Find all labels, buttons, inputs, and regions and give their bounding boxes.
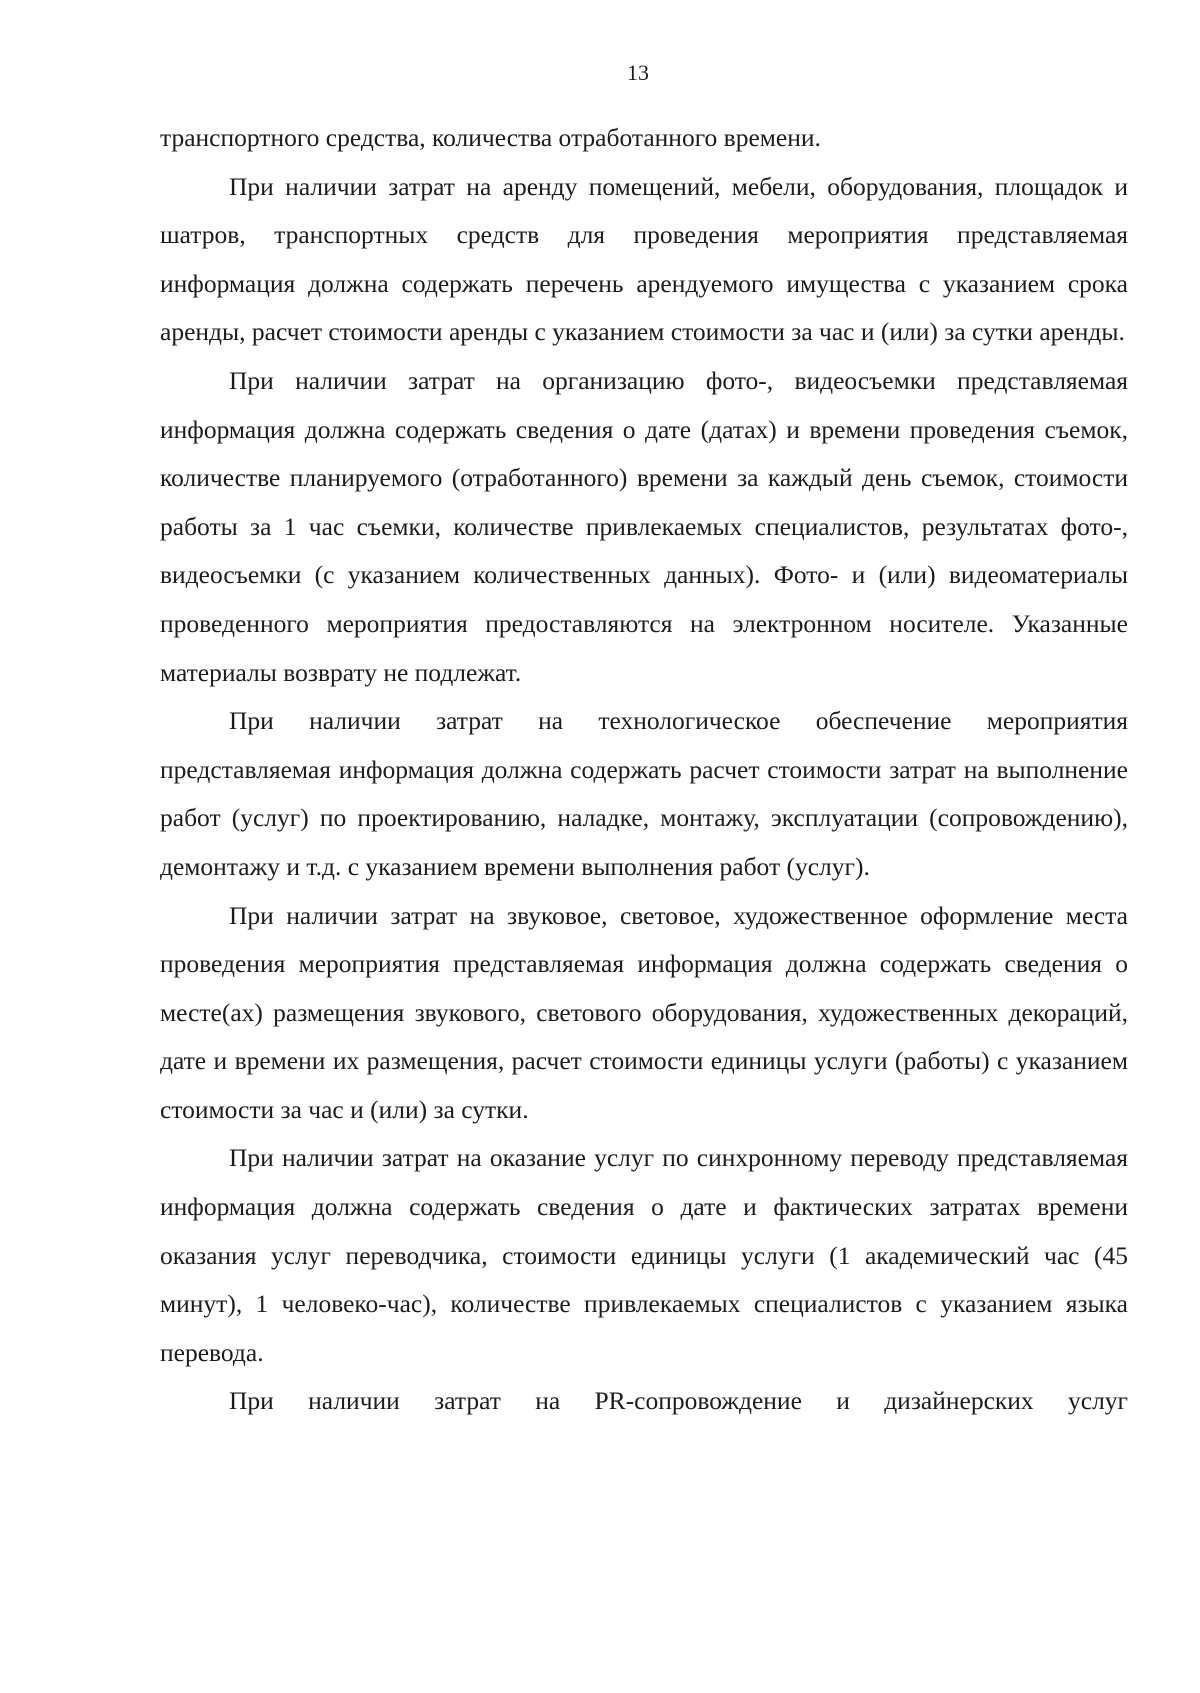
paragraph-photo-video-costs: При наличии затрат на организацию фото-, видеосъемки представляемая информация должна содержать сведения о дате (датах) и времени проведения съемок, количестве планируемого (отработанного) времени за каждый день съемок, стоимости работы за 1 час съемки, количестве привлекаемых специалистов, результатах фото-, видеосъемки (с указанием количественных данных). Фото- и (или) видеоматериалы проведенного мероприятия предоставляются на электронном носителе. Указанные материалы возврату не подлежат. — [160, 365, 1128, 687]
paragraph-decoration-costs: При наличии затрат на звуковое, световое, художественное оформление места проведения мероприятия представляемая информация должна содержать сведения о месте(ах) размещения звукового, светового оборудования, художественных декораций, дате и времени их размещения, расчет стоимости единицы услуги (работы) с указанием стоимости за час и (или) за сутки. — [160, 900, 1128, 1124]
paragraph-pr-design-costs: При наличии затрат на PR-сопровождение и дизайнерских услуг — [229, 1386, 1128, 1416]
paragraph-translation-costs: При наличии затрат на оказание услуг по синхронному переводу представляемая информация должна содержать сведения о дате и фактических затратах времени оказания услуг переводчика, стоимости единицы услуги (1 академический час (45 минут), 1 человеко-час), количестве привлекаемых специалистов с указанием языка перевода. — [160, 1143, 1128, 1367]
paragraph-technical-support-costs: При наличии затрат на технологическое обеспечение мероприятия представляемая информация должна содержать расчет стоимости затрат на выполнение работ (услуг) по проектированию, наладке, монтажу, эксплуатации (сопровождению), демонтажу и т.д. с указанием времени выполнения работ (услуг). — [160, 706, 1128, 881]
document-body — [160, 114, 1128, 1426]
paragraph-rent-costs: При наличии затрат на аренду помещений, мебели, оборудования, площадок и шатров, транспортных средств для проведения мероприятия представляемая информация должна содержать перечень арендуемого имущества с указанием срока аренды, расчет стоимости аренды с указанием стоимости за час и (или) за сутки аренды. — [160, 171, 1128, 347]
page-number: 13 — [627, 60, 649, 85]
paragraph-continuation: транспортного средства, количества отработанного времени. — [160, 123, 821, 152]
